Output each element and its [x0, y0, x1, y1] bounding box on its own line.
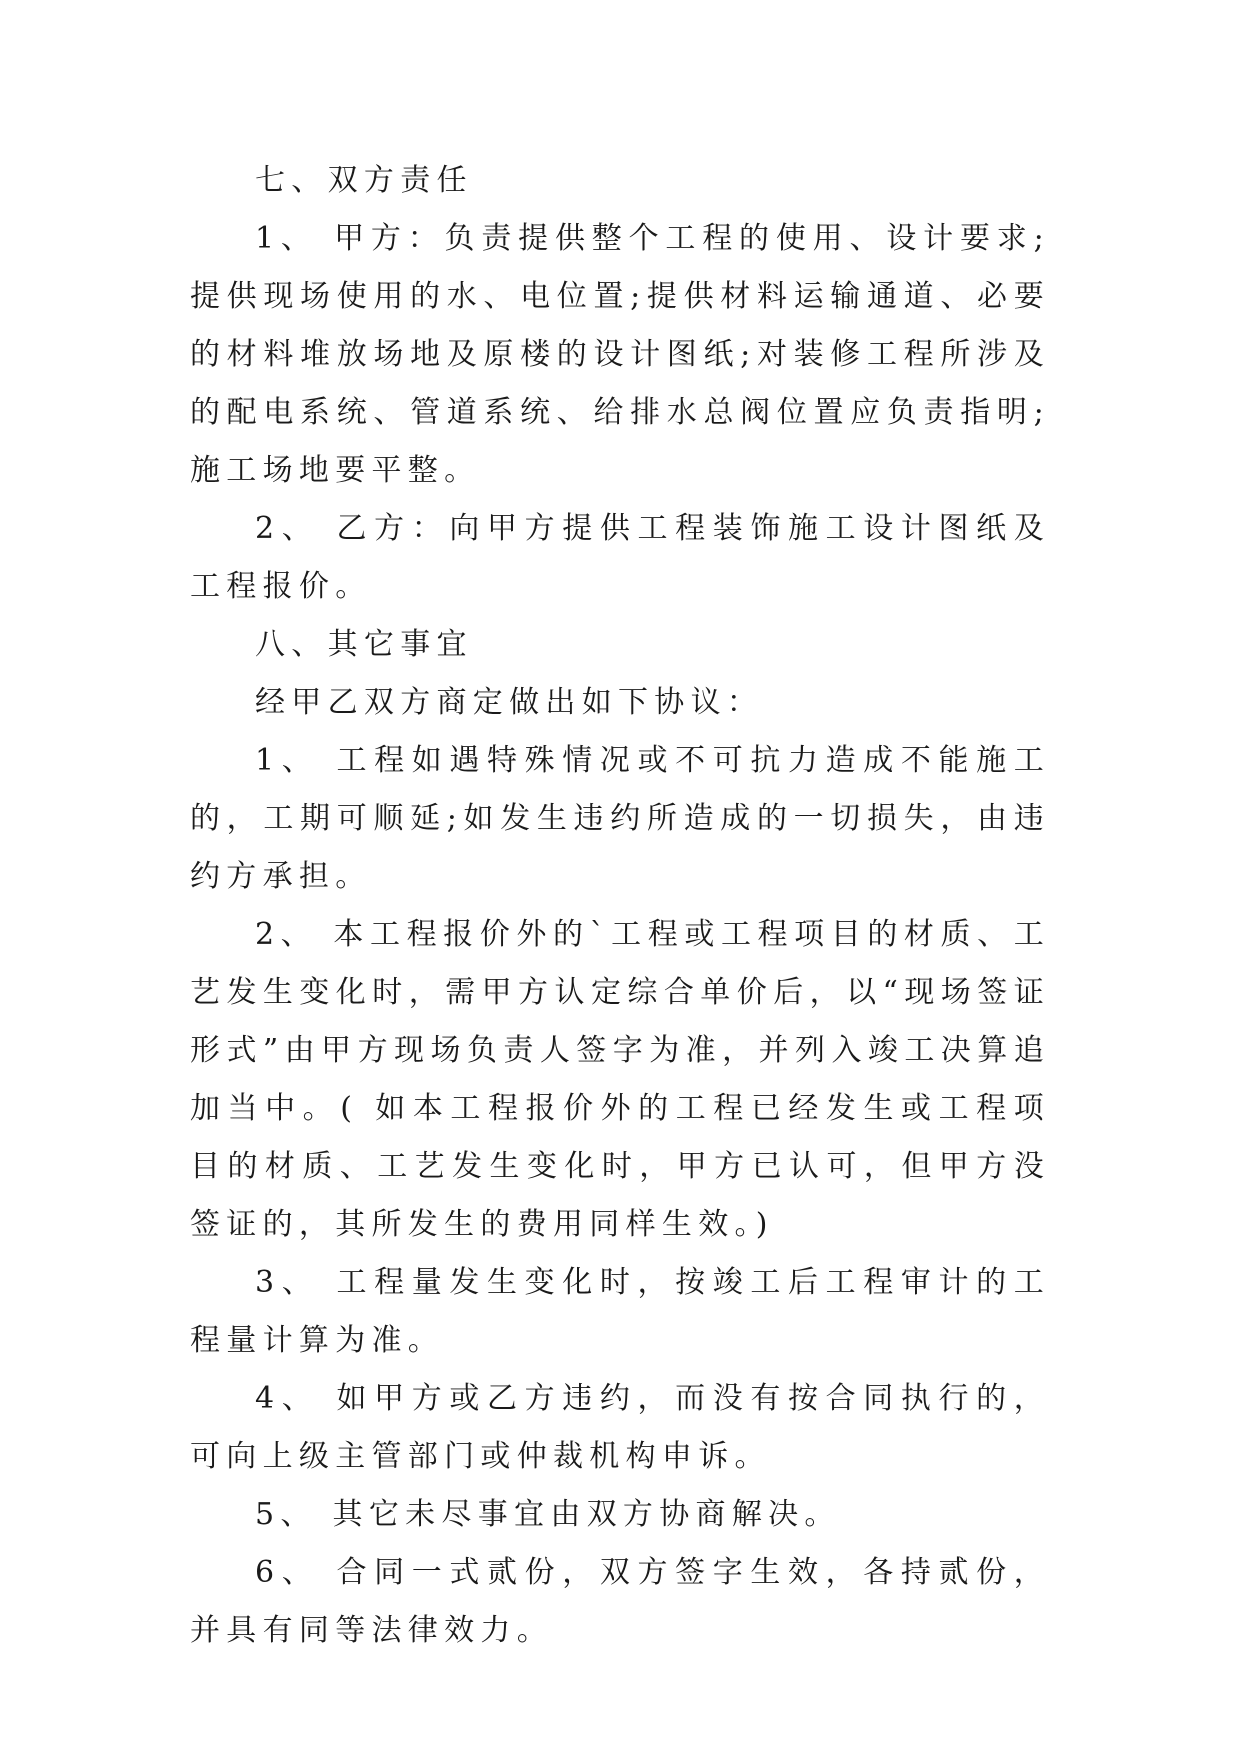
clause-copies-validity: 6、 合同一式贰份，双方签字生效，各持贰份，并具有同等法律效力。	[190, 1555, 1050, 1648]
clause-breach: 4、 如甲方或乙方违约，而没有按合同执行的，可向上级主管部门或仲裁机构申诉。	[190, 1381, 1050, 1474]
clause-change-orders: 2、 本工程报价外的`工程或工程项目的材质、工艺发生变化时，需甲方认定综合单价后，以“现场签证形式”由甲方现场负责人签字为准，并列入竣工决算追加当中。( 如本工程报价外的工程已经发生或工程项目的材质、工艺发生变化时，甲方已认可，但甲方没签证的，其所发生的费用同样生效。)	[190, 917, 1050, 1242]
clause-party-a-duties: 1、 甲方：负责提供整个工程的使用、设计要求;提供现场使用的水、电位置;提供材料运输通道、必要的材料堆放场地及原楼的设计图纸;对装修工程所涉及的配电系统、管道系统、给排水总阀位置应负责指明;施工场地要平整。	[190, 221, 1050, 488]
document-body	[190, 152, 1050, 1660]
clause-force-majeure: 1、 工程如遇特殊情况或不可抗力造成不能施工的，工期可顺延;如发生违约所造成的一切损失，由违约方承担。	[190, 743, 1050, 894]
agreement-intro: 经甲乙双方商定做出如下协议：	[255, 685, 764, 720]
clause-quantity-changes: 3、 工程量发生变化时，按竣工后工程审计的工程量计算为准。	[190, 1265, 1050, 1358]
clause-other-matters: 5、 其它未尽事宜由双方协商解决。	[255, 1497, 841, 1532]
section-heading-responsibilities: 七、双方责任	[255, 163, 473, 198]
clause-party-b-duties: 2、 乙方：向甲方提供工程装饰施工设计图纸及工程报价。	[190, 511, 1050, 604]
section-heading-other-matters: 八、其它事宜	[255, 627, 473, 662]
